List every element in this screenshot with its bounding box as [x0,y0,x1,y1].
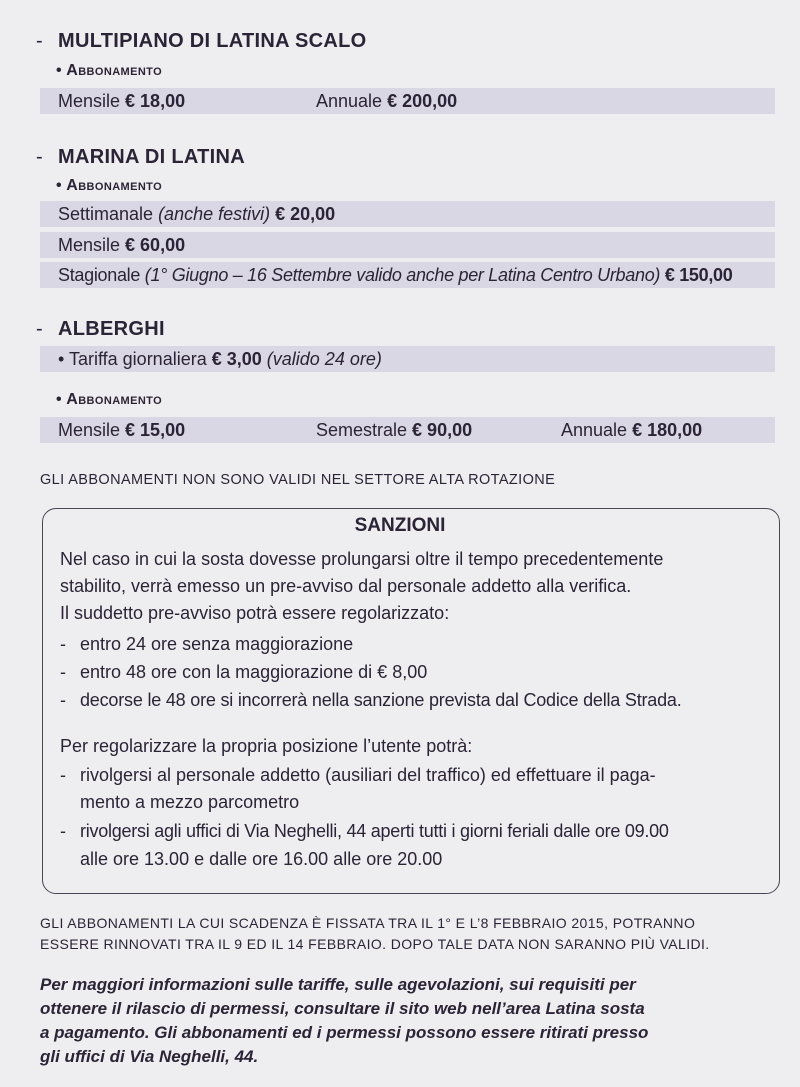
section-title-marina [36,146,245,169]
rate-note: (anche festivi) [158,204,276,224]
sanzioni-text-line: Per regolarizzare la propria posizione l’utente potrà: [60,736,473,756]
list-dash: - [60,634,66,654]
rate-label: Mensile [58,91,126,111]
sanzioni-text-line: Nel caso in cui la sosta dovesse prolungarsi oltre il tempo precedentemente [60,549,664,569]
list-item: rivolgersi agli uffici di Via Neghelli, 44 aperti tutti i giorni feriali dalle ore 09.00 [80,821,669,841]
notice-scadenza-line: ESSERE RINNOVATI TRA IL 9 ED IL 14 FEBBRAIO. DOPO TALE DATA NON SARANNO PIÙ VALIDI. [40,936,710,952]
rate-settimanale [58,204,335,225]
list-dash: - [60,765,66,785]
list-item: entro 48 ore con la maggiorazione di € 8,00 [80,662,428,682]
notice-scadenza-line: GLI ABBONAMENTI LA CUI SCADENZA È FISSATA TRA IL 1° E L’8 FEBBRAIO 2015, POTRANNO [40,915,696,931]
rate-mensile [58,235,185,256]
title-text: MULTIPIANO DI LATINA SCALO [58,30,367,52]
notice-alta-rotazione: GLI ABBONAMENTI NON SONO VALIDI NEL SETTORE ALTA ROTAZIONE [40,472,556,488]
subhead-abbonamento: • Abbonamento [56,177,163,194]
rate-value: € 180,00 [632,420,703,440]
title-text: ALBERGHI [58,318,165,340]
rate-annuale [316,91,457,112]
rate-annuale [561,420,702,441]
sanzioni-title: SANZIONI [354,515,446,536]
list-item: decorse le 48 ore si incorrerà nella sanzione prevista dal Codice della Strada. [80,690,682,710]
rate-note: (valido 24 ore) [261,349,382,369]
footer-line: ottenere il rilascio di permessi, consultare il sito web nell’area Latina sosta [40,999,645,1018]
rate-mensile [58,420,185,441]
rate-value: € 60,00 [125,235,186,255]
footer-line: gli uffici di Via Neghelli, 44. [40,1047,259,1066]
subhead-abbonamento: • Abbonamento [56,391,163,408]
footer-info [40,973,780,1069]
tariffa-giornaliera [58,349,382,370]
dash: - [36,318,43,340]
rate-stagionale [58,265,732,286]
dash: - [36,30,43,52]
rate-value: € 3,00 [211,349,262,369]
footer-line: Per maggiori informazioni sulle tariffe, sulle agevolazioni, sui requisiti per [40,975,636,994]
rate-label: Mensile [58,235,126,255]
rate-label: Semestrale [316,420,413,440]
sanzioni-text-line: Il suddetto pre-avviso potrà essere regolarizzato: [60,603,450,623]
rate-semestrale [316,420,472,441]
rate-label: Stagionale [58,265,145,285]
footer-line: a pagamento. Gli abbonamenti ed i permessi possono essere ritirati presso [40,1023,649,1042]
rate-value: € 90,00 [412,420,473,440]
rate-note: (1° Giugno – 16 Settembre valido anche per Latina Centro Urbano) [144,265,665,285]
section-title-alberghi [36,318,165,341]
sanzioni-text-line: stabilito, verrà emesso un pre-avviso dal personale addetto alla verifica. [60,576,632,596]
list-dash: - [60,690,66,710]
rate-label: Mensile [58,420,126,440]
rate-label: Settimanale [58,204,159,224]
rate-value: € 15,00 [125,420,186,440]
list-item: entro 24 ore senza maggiorazione [80,634,354,654]
list-item-cont: alle ore 13.00 e dalle ore 16.00 alle ore 20.00 [80,849,443,869]
rate-label: Annuale [316,91,388,111]
rate-label: Annuale [561,420,633,440]
rate-label: • Tariffa giornaliera [58,349,212,369]
rate-value: € 20,00 [275,204,336,224]
list-dash: - [60,821,66,841]
list-item-cont: mento a mezzo parcometro [80,792,300,812]
dash: - [36,146,43,168]
subhead-abbonamento: • Abbonamento [56,62,163,79]
title-text: MARINA DI LATINA [58,146,245,168]
rate-value: € 150,00 [664,265,733,285]
rate-value: € 18,00 [125,91,186,111]
rate-mensile [58,91,185,112]
section-title-multipiano [36,30,367,53]
list-item: rivolgersi al personale addetto (ausiliari del traffico) ed effettuare il paga- [80,765,656,785]
rate-value: € 200,00 [387,91,458,111]
list-dash: - [60,662,66,682]
